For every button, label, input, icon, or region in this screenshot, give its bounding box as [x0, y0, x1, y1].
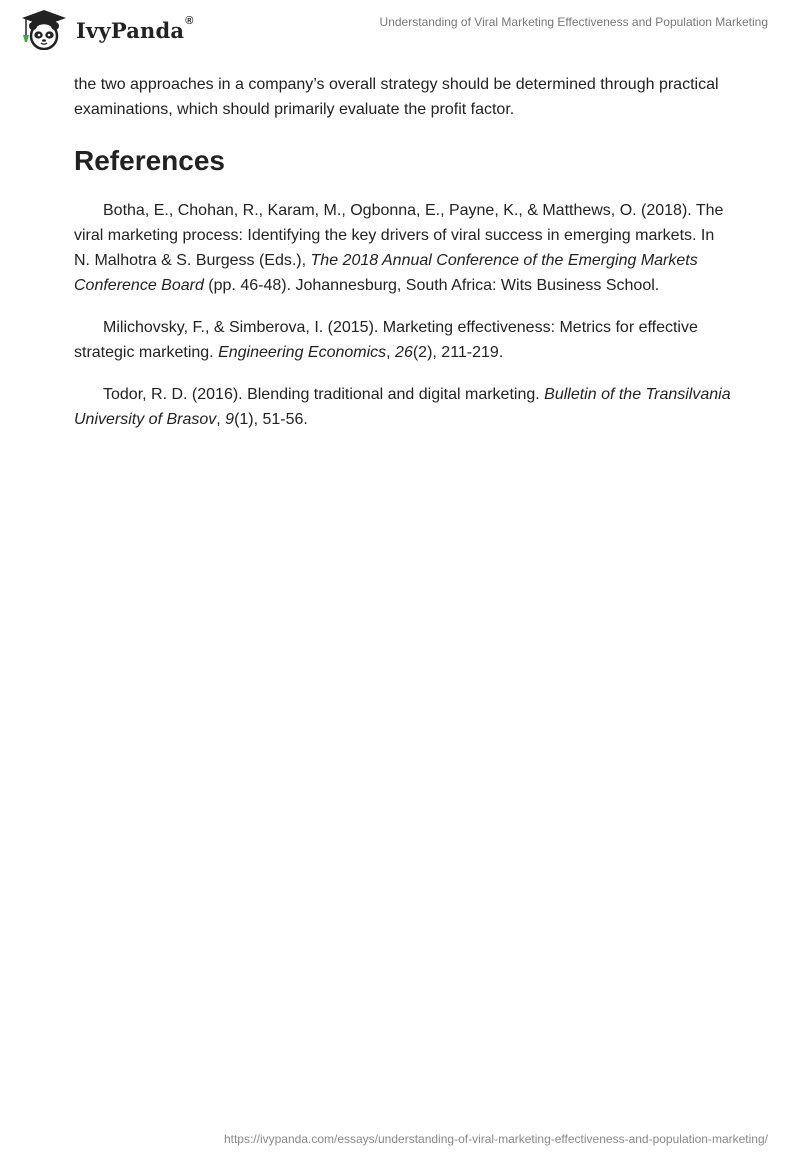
page-header: [0, 0, 800, 60]
references-heading: References: [74, 145, 225, 176]
document-body: [74, 72, 734, 449]
source-url-link[interactable]: https://ivypanda.com/essays/understanding-of-viral-marketing-effectiveness-and-population-marketing/: [223, 1132, 768, 1146]
registered-mark: ®: [185, 14, 194, 27]
intro-paragraph: the two approaches in a company’s overall strategy should be determined through practical examinations, which should primarily evaluate the profit factor.: [74, 76, 719, 118]
reference-entry: Milichovsky, F., & Simberova, I. (2015). Marketing effectiveness: Metrics for effective strategic marketing. Engineering Economics, 26(2), 211-219.: [74, 319, 698, 361]
reference-entry: Botha, E., Chohan, R., Karam, M., Ogbonna, E., Payne, K., & Matthews, O. (2018). The viral marketing process: Identifying the key drivers of viral success in emerging markets. In N. Malhotra & S. Burgess (Eds.), The 2018 Annual Conference of the Emerging Markets Conference Board (pp. 46-48). Johannesburg, South Africa: Wits Business School.: [74, 202, 724, 294]
reference-entry: Todor, R. D. (2016). Blending traditional and digital marketing. Bulletin of the Transilvania University of Brasov, 9(1), 51-56.: [74, 386, 731, 428]
panda-graduate-icon: [14, 8, 74, 50]
ivypanda-logo[interactable]: [14, 8, 194, 50]
running-head-title: Understanding of Viral Marketing Effectiveness and Population Marketing: [379, 15, 768, 29]
logo-wordmark: IvyPanda®: [76, 14, 194, 43]
